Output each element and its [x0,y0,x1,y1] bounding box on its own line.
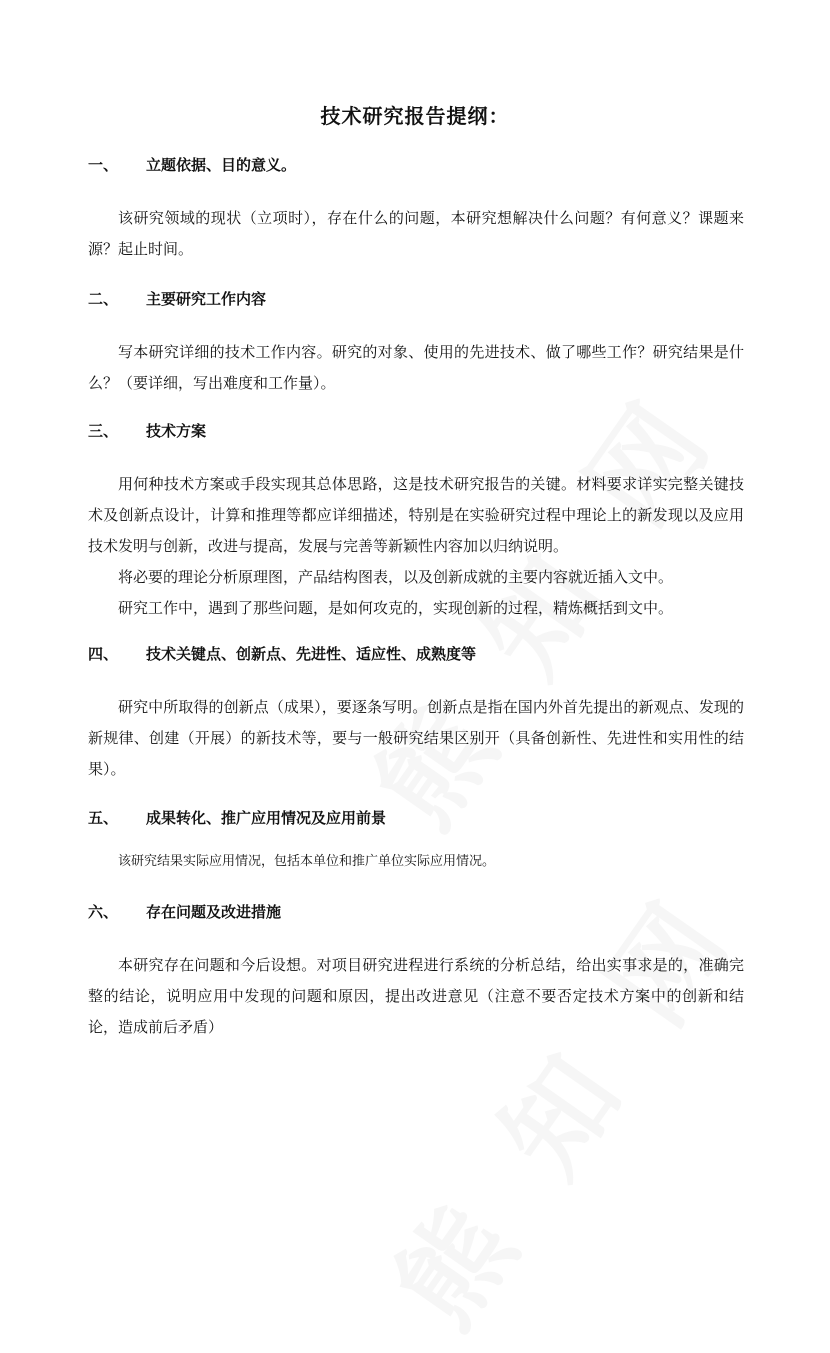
section-title: 存在问题及改进措施 [146,903,282,921]
paragraph: 该研究结果实际应用情况，包括本单位和推广单位实际应用情况。 [118,854,496,869]
section-number: 二、 [88,290,119,308]
section-heading-1 [88,152,768,178]
paragraph: 该研究领域的现状（立项时），存在什么的问题，本研究想解决什么问题？有何意义？课题来源？起止时间。 [88,209,744,258]
section-number: 一、 [88,156,119,174]
section-title: 成果转化、推广应用情况及应用前景 [146,809,387,827]
section-heading-2 [88,286,768,312]
section-title: 技术关键点、创新点、先进性、适应性、成熟度等 [146,645,477,663]
paragraph: 写本研究详细的技术工作内容。研究的对象、使用的先进技术、做了哪些工作？研究结果是什么？（要详细，写出难度和工作量）。 [88,343,744,392]
section-number: 五、 [88,809,119,827]
section-heading-3 [88,418,768,444]
paragraph: 研究工作中，遇到了那些问题，是如何攻克的，实现创新的过程，精炼概括到文中。 [118,599,674,617]
section-number: 六、 [88,903,119,921]
paragraph: 本研究存在问题和今后设想。对项目研究进程进行系统的分析总结，给出实事求是的，准确完整的结论，说明应用中发现的问题和原因，提出改进意见（注意不要否定技术方案中的创新和结论，造成前后矛盾） [88,956,744,1036]
section-number: 三、 [88,422,119,440]
section-title: 技术方案 [146,422,207,440]
section-title: 主要研究工作内容 [146,290,267,308]
section-title: 立题依据、目的意义。 [146,156,297,174]
section-heading-6 [88,899,768,925]
paragraph: 将必要的理论分析原理图，产品结构图表，以及创新成就的主要内容就近插入文中。 [118,568,674,586]
section-heading-5 [88,805,768,831]
paragraph: 用何种技术方案或手段实现其总体思路，这是技术研究报告的关键。材料要求详实完整关键技术及创新点设计，计算和推理等都应详细描述，特别是在实验研究过程中理论上的新发现以及应用技术发明与创新，改进与提高，发展与完善等新颖性内容加以归纳说明。 [88,475,744,555]
section-number: 四、 [88,645,119,663]
section-heading-4 [88,641,768,667]
paragraph: 研究中所取得的创新点（成果），要逐条写明。创新点是指在国内外首先提出的新观点、发现的新规律、创建（开展）的新技术等，要与一般研究结果区别开（具备创新性、先进性和实用性的结果）。 [88,698,744,778]
document-title: 技术研究报告提纲： [320,104,510,128]
